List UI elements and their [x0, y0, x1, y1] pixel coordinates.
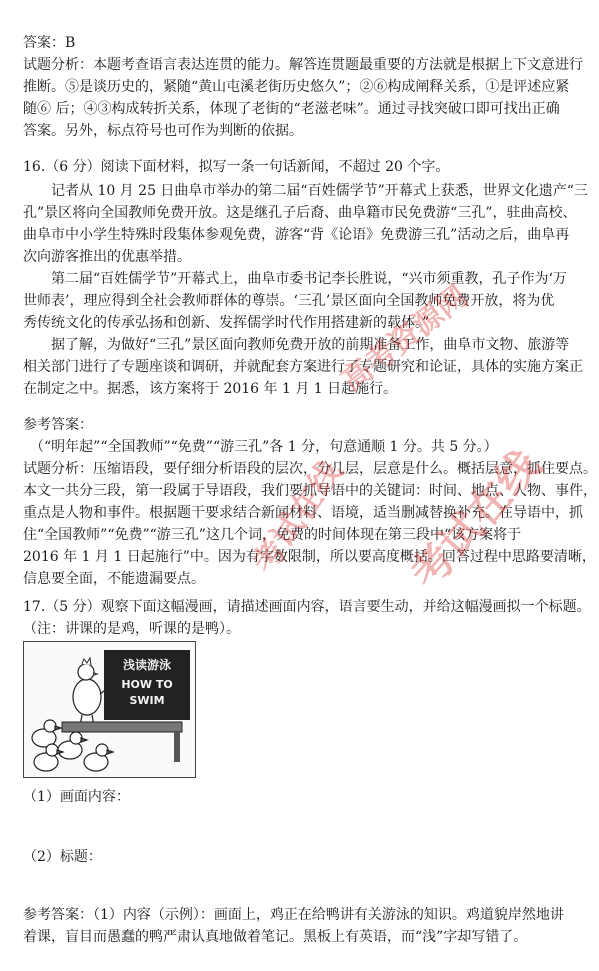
cartoon-drawing — [24, 642, 195, 777]
watermark: 考试在线 — [244, 453, 350, 581]
analysis-line: 推断。⑤是谈历史的，紧随“黄山屯溪老街历史悠久”；②⑥构成阐释关系，①是评述应紧 — [23, 79, 570, 95]
passage-line: 据了解，为做好“三孔”景区面向教师免费开放的前期准备工作，曲阜市文物、旅游等 — [51, 337, 570, 353]
analysis-line: 答案。另外，标点符号也可作为判断的依据。 — [23, 123, 303, 139]
passage-line: 世师表’，理应得到全社会教师群体的尊崇。‘三孔’景区面向全国教师免费开放，将为优 — [23, 293, 555, 309]
analysis-line: 重点是人物和事件。根据题干要求结合新闻材料、语境，适当删减替换补充。在导语中，抓 — [23, 505, 583, 521]
blackboard-english: HOW TO — [121, 678, 173, 691]
sub-question-2-label: （2）标题： — [23, 849, 102, 865]
passage-line: 记者从 10 月 25 日曲阜市举办的第二届“百姓儒学节”开幕式上获悉，世界文化遗产“三 — [51, 183, 588, 199]
analysis-line: 信息要全面，不能遗漏要点。 — [23, 571, 205, 587]
question-17-title: 17.（5 分）观察下面这幅漫画，请描述画面内容，语言要生动，并给这幅漫画拟一个标题。 — [23, 599, 591, 615]
answer-line: 答案：B — [23, 35, 76, 51]
analysis-line: 本文一共分三段，第一段属于导语段，我们要抓导语中的关键词：时间、地点、人物、事件， — [23, 483, 597, 499]
passage-line: 在制定之中。据悉，该方案将于 2016 年 1 月 1 日起施行。 — [23, 381, 398, 397]
reference-answer-line: 参考答案：（1）内容（示例）：画面上，鸡正在给鸭讲有关游泳的知识。鸡道貌岸然地讲 — [23, 907, 564, 923]
watermark: 考试在线 — [400, 440, 550, 599]
passage-line: 曲阜市中小学生特殊时段集体参观免费，游客“背《论语》免费游三孔”活动之后，曲阜再 — [23, 227, 570, 243]
passage-line: 次向游客推出的优惠举措。 — [23, 249, 191, 265]
analysis-line: 2016 年 1 月 1 日起施行”中。因为有字数限制，所以要高度概括。回答过程中思路要清晰， — [23, 549, 596, 565]
reference-answer-line: 着课，盲目而愚蠢的鸭严肃认真地做着笔记。黑板上有英语，而“浅”字却写错了。 — [23, 929, 528, 945]
sub-question-1-label: （1）画面内容： — [23, 789, 130, 805]
watermark: 高考资源网 — [334, 278, 475, 399]
analysis-line: 试题分析：压缩语段，要仔细分析语段的层次，分几层，层意是什么。概括层意，抓住要点。 — [23, 461, 597, 477]
blackboard-english: SWIM — [129, 694, 165, 707]
cartoon-image — [23, 641, 196, 778]
blackboard-title: 浅读游泳 — [122, 658, 171, 672]
question-17-note: （注：讲课的是鸡，听课的是鸭）。 — [23, 621, 240, 637]
analysis-line: 试题分析：本题考查语言表达连贯的能力。解答连贯题最重要的方法就是根据上下文意进行 — [23, 57, 583, 73]
analysis-line: 随⑥ 后；④③构成转折关系，体现了老街的“老滋老味”。通过寻找突破口即可找出正确 — [23, 101, 560, 117]
passage-line: 秀传统文化的传承弘扬和创新、发挥儒学时代作用搭建新的载体。” — [23, 315, 430, 331]
passage-line: 第二届“百姓儒学节”开幕式上，曲阜市委书记李长胜说，“兴市须重教，孔子作为‘万 — [51, 271, 567, 287]
passage-line: 相关部门进行了专题座谈和调研，并就配套方案进行了专题研究和论证，具体的实施方案正 — [23, 359, 583, 375]
analysis-line: 住“全国教师”“免费”“游三孔”这几个词，免费的时间体现在第三段中“该方案将于 — [23, 527, 522, 543]
reference-answer-label: 参考答案： — [23, 417, 93, 433]
passage-line: 孔”景区将向全国教师免费开放。这是继孔子后裔、曲阜籍市民免费游“三孔”，驻曲高校、 — [23, 205, 577, 221]
question-16-title: 16.（6 分）阅读下面材料，拟写一条一句话新闻，不超过 20 个字。 — [23, 159, 450, 175]
scoring-line: （“明年起”“全国教师”“免费”“游三孔”各 1 分，句意通顺 1 分。共 5 分。） — [30, 439, 498, 455]
